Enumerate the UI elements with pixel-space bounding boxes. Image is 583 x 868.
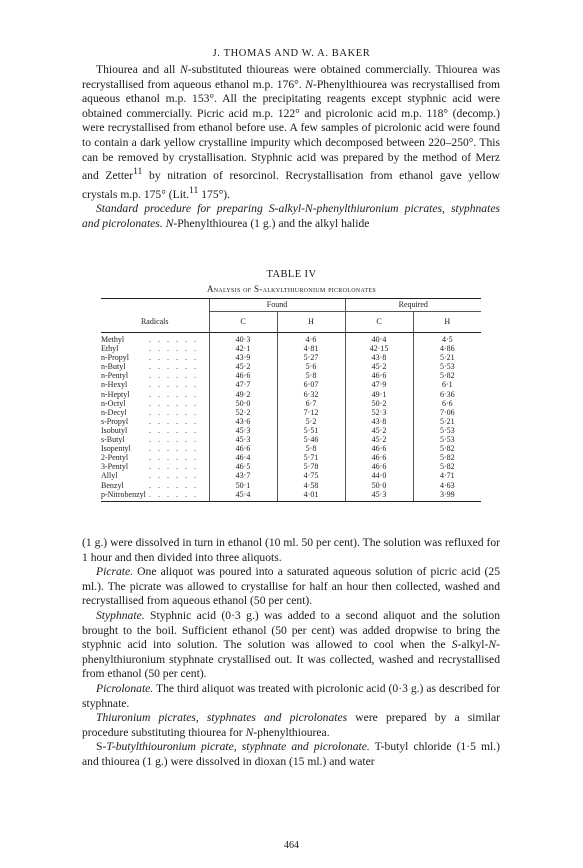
required-c-cell: 43·8 xyxy=(345,353,413,362)
table-row xyxy=(101,444,481,453)
found-h-cell: 5·51 xyxy=(277,426,345,435)
required-c-cell: 50·0 xyxy=(345,481,413,490)
required-c-cell: 45·2 xyxy=(345,426,413,435)
leader-dots: . . . . . . xyxy=(149,335,199,344)
required-c-cell: 45·3 xyxy=(345,490,413,502)
radical-cell xyxy=(101,444,209,453)
required-c-cell: 46·6 xyxy=(345,453,413,462)
leader-dots: . . . . . . xyxy=(149,371,199,381)
radical-name: s-Propyl xyxy=(101,416,129,426)
table-row xyxy=(101,417,481,426)
radical-name: n-Pentyl xyxy=(101,371,129,381)
running-head: J. THOMAS AND W. A. BAKER xyxy=(212,48,371,59)
radical-name: Ethyl xyxy=(101,344,119,354)
required-h-cell: 5·21 xyxy=(413,353,481,362)
required-h-cell: 6·6 xyxy=(413,399,481,408)
leader-dots: . . . . . . xyxy=(149,489,199,499)
required-h-cell: 5·82 xyxy=(413,371,481,380)
radical-name: 3-Pentyl xyxy=(101,462,129,472)
table-title: TABLE IV xyxy=(266,269,317,280)
radical-name: Isobutyl xyxy=(101,425,128,435)
found-c-cell: 43·9 xyxy=(209,353,277,362)
found-header: Found xyxy=(209,299,345,312)
table-row xyxy=(101,408,481,417)
found-c-cell: 46·5 xyxy=(209,462,277,471)
found-h-cell: 5·8 xyxy=(277,371,345,380)
radical-cell xyxy=(101,408,209,417)
found-h-cell: 5·71 xyxy=(277,453,345,462)
table-row xyxy=(101,471,481,480)
radical-name: n-Butyl xyxy=(101,362,126,372)
found-h-cell: 5·6 xyxy=(277,362,345,371)
required-c-cell: 46·6 xyxy=(345,444,413,453)
table-row xyxy=(101,353,481,362)
radical-cell xyxy=(101,380,209,389)
radical-cell xyxy=(101,453,209,462)
radical-cell xyxy=(101,462,209,471)
leader-dots: . . . . . . xyxy=(149,435,199,445)
leader-dots: . . . . . . xyxy=(149,362,199,372)
found-c-cell: 45·2 xyxy=(209,362,277,371)
found-h-cell: 6·7 xyxy=(277,399,345,408)
leader-dots: . . . . . . xyxy=(149,398,199,408)
required-header: Required xyxy=(345,299,481,312)
found-h-cell: 4·58 xyxy=(277,481,345,490)
required-h-header: H xyxy=(413,312,481,333)
table-column-header-row xyxy=(101,312,481,333)
required-h-cell: 5·82 xyxy=(413,444,481,453)
table-row xyxy=(101,371,481,380)
body-text-top xyxy=(82,63,500,231)
required-c-cell: 42·15 xyxy=(345,344,413,353)
radical-cell xyxy=(101,362,209,371)
table-row xyxy=(101,490,481,502)
table-caption-text: Analysis of S-alkylthiuronium picrolonates xyxy=(206,284,377,294)
paragraph: (1 g.) were dissolved in turn in ethanol (10 ml. 50 per cent). The solution was refluxed for 1 hour and then divided into three aliquots. xyxy=(82,536,500,564)
found-c-cell: 42·1 xyxy=(209,344,277,353)
radical-cell xyxy=(101,481,209,490)
table-row xyxy=(101,481,481,490)
required-h-cell: 4·63 xyxy=(413,481,481,490)
radical-cell xyxy=(101,490,209,502)
radical-cell xyxy=(101,353,209,362)
radical-name: n-Decyl xyxy=(101,407,127,417)
found-c-cell: 45·3 xyxy=(209,426,277,435)
table-row xyxy=(101,344,481,353)
required-c-cell: 45·2 xyxy=(345,362,413,371)
found-h-cell: 4·75 xyxy=(277,471,345,480)
found-c-cell: 43·6 xyxy=(209,417,277,426)
found-h-cell: 5·27 xyxy=(277,353,345,362)
required-h-cell: 6·36 xyxy=(413,390,481,399)
found-h-cell: 4·6 xyxy=(277,333,345,345)
paragraph: Styphnate. Styphnic acid (0·3 g.) was added to a second aliquot and the solution brought to the boil. Sufficient ethanol (50 per cent) was added dropwise to bring the styphnic acid into solution. The solution was allowed to cool when the S-alkyl-N-phenylthiuronium styphnate crystallised out. It was collected, washed and recrystallised from ethanol (50 per cent). xyxy=(82,608,500,681)
required-c-cell: 46·6 xyxy=(345,462,413,471)
table-group-header-row xyxy=(101,299,481,312)
found-c-cell: 46·4 xyxy=(209,453,277,462)
required-c-cell: 45·2 xyxy=(345,435,413,444)
table-body xyxy=(101,333,481,502)
required-c-header: C xyxy=(345,312,413,333)
leader-dots: . . . . . . xyxy=(149,380,199,390)
required-c-cell: 47·9 xyxy=(345,380,413,389)
radical-cell xyxy=(101,344,209,353)
found-c-cell: 52·2 xyxy=(209,408,277,417)
found-h-cell: 6·07 xyxy=(277,380,345,389)
radical-cell xyxy=(101,390,209,399)
radical-name: Allyl xyxy=(101,471,118,481)
required-c-cell: 43·8 xyxy=(345,417,413,426)
required-h-cell: 5·82 xyxy=(413,453,481,462)
table-row xyxy=(101,333,481,345)
radical-name: Methyl xyxy=(101,335,125,344)
paragraph: Thiuronium picrates, styphnates and picrolonates were prepared by a similar procedure substituting thiourea for N-phenylthiourea. xyxy=(82,711,500,739)
radical-cell xyxy=(101,371,209,380)
found-c-cell: 46·6 xyxy=(209,444,277,453)
leader-dots: . . . . . . xyxy=(149,353,199,363)
leader-dots: . . . . . . xyxy=(149,344,199,354)
table-row xyxy=(101,380,481,389)
leader-dots: . . . . . . xyxy=(149,444,199,454)
radical-name: p-Nitrobenzyl xyxy=(101,489,146,499)
radical-name: Benzyl xyxy=(101,480,124,490)
radical-cell xyxy=(101,426,209,435)
page-number: 464 xyxy=(284,840,299,851)
radical-name: n-Octyl xyxy=(101,398,126,408)
leader-dots: . . . . . . xyxy=(149,462,199,472)
found-h-cell: 5·8 xyxy=(277,444,345,453)
radical-cell xyxy=(101,399,209,408)
paragraph: Picrolonate. The third aliquot was treated with picrolonic acid (0·3 g.) as described for styphnate. xyxy=(82,681,500,710)
required-h-cell: 5·53 xyxy=(413,362,481,371)
leader-dots: . . . . . . xyxy=(149,471,199,481)
required-h-cell: 4·86 xyxy=(413,344,481,353)
radical-cell xyxy=(101,417,209,426)
paragraph: S-T-butylthiouronium picrate, styphnate and picrolonate. T-butyl chloride (1·5 ml.) and thiourea (1 g.) were dissolved in dioxan (15 ml.) and water xyxy=(82,740,500,768)
leader-dots: . . . . . . xyxy=(149,416,199,426)
found-c-cell: 40·3 xyxy=(209,333,277,345)
required-c-cell: 44·0 xyxy=(345,471,413,480)
found-h-cell: 5·2 xyxy=(277,417,345,426)
required-h-cell: 5·82 xyxy=(413,462,481,471)
paragraph: Picrate. One aliquot was poured into a saturated aqueous solution of picric acid (25 ml.). The picrate was allowed to crystallise for half an hour then collected, washed and recrystallised from aqueous ethanol (50 per cent). xyxy=(82,565,500,608)
radical-cell xyxy=(101,435,209,444)
required-c-cell: 49·1 xyxy=(345,390,413,399)
required-c-cell: 40·4 xyxy=(345,333,413,345)
required-h-cell: 6·1 xyxy=(413,380,481,389)
table-caption xyxy=(0,284,583,294)
required-h-cell: 4·71 xyxy=(413,471,481,480)
leader-dots: . . . . . . xyxy=(149,389,199,399)
leader-dots: . . . . . . xyxy=(149,480,199,490)
paragraph: Thiourea and all N-substituted thioureas were obtained commercially. Thiourea was recrystallised from aqueous ethanol m.p. 176°. N-Phenylthiourea was recrystallised from aqueous ethanol m.p. 153°. All the precipitating reagents except styphnic acid were obtained commercially. Picric acid m.p. 122° and picrolonic acid m.p. 118° (decomp.) were recrystallised from ethanol before use. A few samples of picrolonic acid were found to contain a dark yellow crystalline impurity which decomposed between 220–250°. This can be removed by crystallisation. Styphnic acid was prepared by the method of Merz and Zetter$^{11}$ by nitration of resorcinol. Recrystallisation from ethanol gave yellow crystals m.p. 175° (Lit.$^{11}$ 175°). xyxy=(82,63,501,201)
found-h-cell: 4·81 xyxy=(277,344,345,353)
found-c-cell: 49·2 xyxy=(209,390,277,399)
found-c-cell: 47·7 xyxy=(209,380,277,389)
required-h-cell: 3·99 xyxy=(413,490,481,502)
radical-name: 2-Pentyl xyxy=(101,453,129,463)
radicals-header: Radicals xyxy=(101,312,209,333)
radical-name: n-Propyl xyxy=(101,353,129,363)
radicals-header-spacer xyxy=(101,299,209,312)
radical-name: n-Hexyl xyxy=(101,380,128,390)
analysis-table-wrap xyxy=(101,298,481,502)
leader-dots: . . . . . . xyxy=(149,407,199,417)
found-c-cell: 50·0 xyxy=(209,399,277,408)
found-c-cell: 50·1 xyxy=(209,481,277,490)
table-row xyxy=(101,462,481,471)
radical-cell xyxy=(101,333,209,345)
table-row xyxy=(101,426,481,435)
found-c-cell: 45·3 xyxy=(209,435,277,444)
required-h-cell: 4·5 xyxy=(413,333,481,345)
table-row xyxy=(101,362,481,371)
radical-name: s-Butyl xyxy=(101,435,125,445)
analysis-table xyxy=(101,298,481,502)
leader-dots: . . . . . . xyxy=(149,425,199,435)
table-row xyxy=(101,399,481,408)
found-h-cell: 4·01 xyxy=(277,490,345,502)
required-h-cell: 5·53 xyxy=(413,426,481,435)
paragraph: Standard procedure for preparing S-alkyl-N-phenylthiuronium picrates, styphnates and picrolonates. N-Phenylthiourea (1 g.) and the alkyl halide xyxy=(82,202,500,230)
required-c-cell: 46·6 xyxy=(345,371,413,380)
leader-dots: . . . . . . xyxy=(149,453,199,463)
found-h-header: H xyxy=(277,312,345,333)
table-row xyxy=(101,435,481,444)
required-h-cell: 7·06 xyxy=(413,408,481,417)
found-c-cell: 45·4 xyxy=(209,490,277,502)
found-c-cell: 46·6 xyxy=(209,371,277,380)
found-h-cell: 5·78 xyxy=(277,462,345,471)
radical-name: n-Heptyl xyxy=(101,389,130,399)
required-c-cell: 52·3 xyxy=(345,408,413,417)
table-row xyxy=(101,390,481,399)
found-c-header: C xyxy=(209,312,277,333)
radical-cell xyxy=(101,471,209,480)
found-h-cell: 7·12 xyxy=(277,408,345,417)
table-row xyxy=(101,453,481,462)
body-text-bottom xyxy=(82,536,500,770)
required-h-cell: 5·21 xyxy=(413,417,481,426)
found-c-cell: 43·7 xyxy=(209,471,277,480)
found-h-cell: 5·46 xyxy=(277,435,345,444)
radical-name: Isopentyl xyxy=(101,444,131,454)
required-h-cell: 5·53 xyxy=(413,435,481,444)
required-c-cell: 50·2 xyxy=(345,399,413,408)
found-h-cell: 6·32 xyxy=(277,390,345,399)
